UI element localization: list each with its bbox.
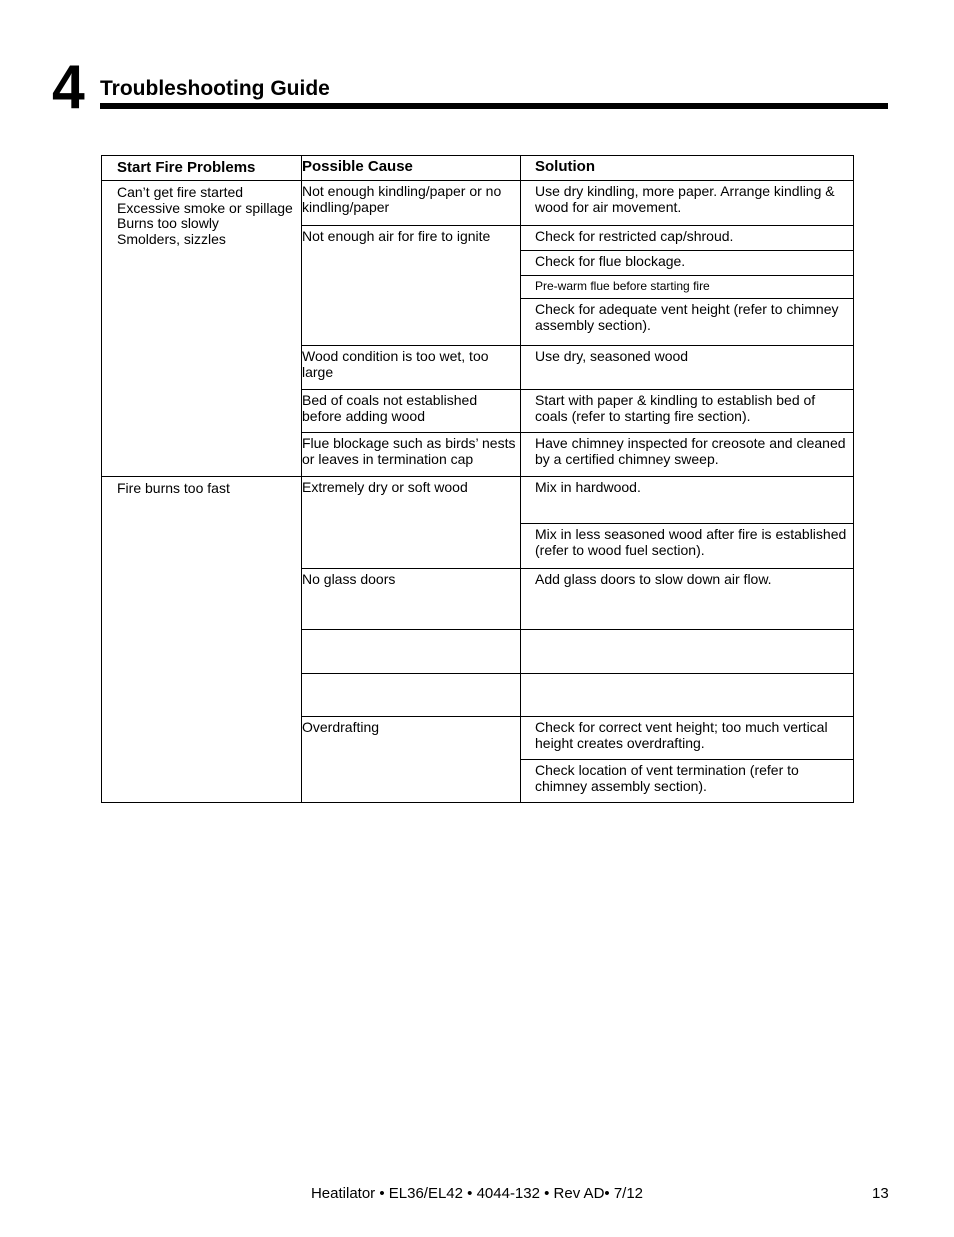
solution-cell: Mix in less seasoned wood after fire is established (refer to wood fuel section). xyxy=(521,524,854,569)
cause-cell: Bed of coals not established before adding wood xyxy=(302,390,521,433)
cause-cell xyxy=(302,674,521,717)
solution-cell: Mix in hardwood. xyxy=(521,477,854,524)
solution-cell: Check location of vent termination (refer to chimney assembly section). xyxy=(521,760,854,803)
cause-cell: No glass doors xyxy=(302,569,521,630)
table-header-row xyxy=(102,156,854,181)
problem-text: Can’t get fire started xyxy=(117,184,244,200)
page-number: 13 xyxy=(872,1185,889,1202)
cause-cell: Not enough air for fire to ignite xyxy=(302,226,521,346)
problem-text: Excessive smoke or spillage xyxy=(117,199,293,216)
solution-cell: Check for restricted cap/shroud. xyxy=(521,226,854,251)
solution-cell: Check for flue blockage. xyxy=(521,251,854,276)
problem-cell xyxy=(102,181,302,477)
cause-cell: Flue blockage such as birds’ nests or leaves in termination cap xyxy=(302,433,521,477)
solution-cell xyxy=(521,630,854,674)
solution-cell: Pre-warm flue before starting fire xyxy=(521,276,854,299)
solution-cell: Add glass doors to slow down air flow. xyxy=(521,569,854,630)
problem-text: Burns too slowly xyxy=(117,215,219,231)
solution-cell: Use dry kindling, more paper. Arrange kindling & wood for air movement. xyxy=(521,181,854,226)
section-number: 4 xyxy=(52,53,83,122)
solution-cell: Check for correct vent height; too much vertical height creates overdrafting. xyxy=(521,717,854,760)
solution-cell xyxy=(521,674,854,717)
problem-text: Fire burns too fast xyxy=(117,480,230,496)
solution-cell: Have chimney inspected for creosote and cleaned by a certified chimney sweep. xyxy=(521,433,854,477)
header-problems: Start Fire Problems xyxy=(102,156,302,181)
cause-cell xyxy=(302,630,521,674)
table-row xyxy=(102,477,854,524)
header-cause: Possible Cause xyxy=(302,156,521,181)
cause-cell: Not enough kindling/paper or no kindling/paper xyxy=(302,181,521,226)
cause-cell: Extremely dry or soft wood xyxy=(302,477,521,569)
footer-text: Heatilator • EL36/EL42 • 4044-132 • Rev AD• 7/12 xyxy=(310,1185,644,1202)
cause-cell: Wood condition is too wet, too large xyxy=(302,346,521,390)
title-rule xyxy=(100,103,888,109)
header-solution: Solution xyxy=(521,156,854,181)
solution-cell: Check for adequate vent height (refer to chimney assembly section). xyxy=(521,299,854,346)
cause-cell: Overdrafting xyxy=(302,717,521,803)
solution-cell: Start with paper & kindling to establish bed of coals (refer to starting fire section). xyxy=(521,390,854,433)
problem-cell xyxy=(102,477,302,803)
problem-text: Smolders, sizzles xyxy=(117,230,226,247)
troubleshooting-table xyxy=(101,155,854,803)
table-row xyxy=(102,181,854,226)
solution-cell: Use dry, seasoned wood xyxy=(521,346,854,390)
page-title: Troubleshooting Guide xyxy=(100,77,330,100)
